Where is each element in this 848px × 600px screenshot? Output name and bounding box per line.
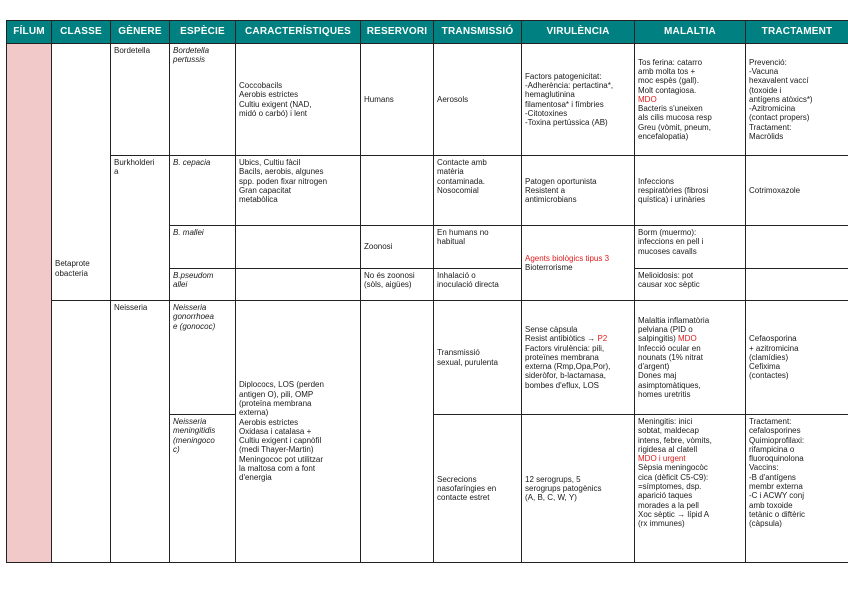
disease-b-mallei: Borm (muermo): infeccions en pell i mucoses cavalls [635,226,746,269]
virulence-burkholderia-group [522,226,635,301]
disease-n-gonorrhoeae [635,301,746,415]
species-b-pseudomallei: B.pseudom allei [170,269,236,301]
virulence-b-cepacia: Patogen oportunista Resistent a antimicrobians [522,156,635,226]
disease-bordetella [635,44,746,156]
disease-text: Sèpsia meningocòc cica (dèficit C5-C9): =símptomes, dsp. aparició taques morades a la pell Xoc sèptic → lípid A (rx immunes) [638,463,710,529]
characteristics-bordetella: Coccobacils Aerobis estrictes Cultiu exigent (NAD, midó o carbó) i lent [236,44,361,156]
transmission-bordetella: Aerosols [434,44,522,156]
species-bordetella-pertussis: Bordetella pertussis [170,44,236,156]
header-malaltia: MALALTIA [635,21,746,44]
header-transmissio: TRANSMISSIÓ [434,21,522,44]
characteristics-b-mallei [236,226,361,269]
disease-text: Tos ferina: catarro amb molta tos + moc espès (gall). Molt contagiosa. [638,57,703,95]
mdo-urgent-badge: MDO i urgent [638,454,686,464]
disease-b-pseudomallei: Melioidosis: pot causar xoc sèptic [635,269,746,301]
classe-cell: Betaprote obacteria [52,44,111,301]
transmission-n-meningitidis: Secrecions nasofaríngies en contacte estret [434,415,522,563]
header-reservori: RESERVORI [361,21,434,44]
header-especie: ESPÈCIE [170,21,236,44]
treatment-bordetella: Prevenció: -Vacuna hexavalent vaccí (toxoide i antígens atòxics*) -Azitromicina (contact propers) Tractament: Macròlids [746,44,848,156]
disease-text: Bacteris s'uneixen als cilis mucosa resp Greu (vòmit, pneum, encefalopatia) [638,104,712,142]
classe-neisseria-empty [52,301,111,563]
header-genere: GÈNERE [111,21,170,44]
mdo-badge: MDO [638,94,657,104]
species-n-meningitidis: Neisseria meningitidis (meningoco c) [170,415,236,563]
virulence-bordetella: Factors patogenicitat: -Adherència: pertactina*, hemaglutinina filamentosa* i fímbries -Citotoxines -Toxina pertússica (AB) [522,44,635,156]
mdo-badge: MDO [678,334,697,344]
phylum-cell [7,44,52,563]
genus-burkholderia: Burkholderi a [111,156,170,301]
table-row [7,301,848,415]
virulence-n-meningitidis: 12 serogrups, 5 serogrups patogènics (A, B, C, W, Y) [522,415,635,563]
biohazard-label: Agents biològics tipus 3 [525,253,610,263]
virulence-text: Sense càpsula Resist antibiòtics → [525,324,596,344]
header-classe: CLASSE [52,21,111,44]
treatment-n-meningitidis: Tractament: cefalosporines Quimioprofilaxi: rifampicina o fluoroquinolona Vaccins: -B d'antígens membr externa -C i ACWY conj amb toxoide tetànic o diftèric (càpsula) [746,415,848,563]
characteristics-text: Aerobis estrictes Oxidasa i catalasa + Cultiu exigent i capnòfil (medi Thayer-Martin) Meningococ pot utilitzar la maltosa com a font d'energia [239,417,324,483]
transmission-b-pseudomallei: Inhalació o inoculació directa [434,269,522,301]
genus-neisseria: Neisseria [111,301,170,563]
virulence-text: Factors virulència: pili, proteïnes membrana externa (Rmp,Opa,Por), sideròfor, b-lactamasa, bombes d'eflux, LOS [525,343,611,390]
transmission-b-cepacia: Contacte amb matèria contaminada. Nosocomial [434,156,522,226]
disease-b-cepacia: Infeccions respiratòries (fibrosi quística) i urinàries [635,156,746,226]
header-tractament: TRACTAMENT [746,21,848,44]
table-row [7,44,848,156]
bacteria-table [6,20,848,563]
virulence-n-gonorrhoeae [522,301,635,415]
transmission-n-gonorrhoeae: Transmissió sexual, purulenta [434,301,522,415]
treatment-n-gonorrhoeae: Cefaosporina + azitromicina (clamídies) Cefixima (contactes) [746,301,848,415]
bioterrorism-label: Bioterrorisme [525,263,573,272]
treatment-b-mallei [746,226,848,269]
reservoir-b-cepacia [361,156,434,226]
species-n-gonorrhoeae: Neisseria gonorrhoea e (gonococ) [170,301,236,415]
disease-text: Infecció ocular en nounats (1% nitrat d'argent) Dones maj asimptomàtiques, homes uretritis [638,343,703,400]
characteristics-b-pseudomallei [236,269,361,301]
reservoir-neisseria [361,301,434,563]
header-filum: FÍLUM [7,21,52,44]
characteristics-burkholderia: Ubics, Cultiu fàcil Bacils, aerobis, algunes spp. poden fixar nitrogen Gran capacitat metabòlica [236,156,361,226]
disease-text: Meningitis: inici sobtat, maldecap intens, febre, vòmits, rigidesa al clatell [638,417,712,454]
species-b-mallei: B. mallei [170,226,236,269]
treatment-b-pseudomallei [746,269,848,301]
species-b-cepacia: B. cepacia [170,156,236,226]
treatment-b-cepacia: Cotrimoxazole [746,156,848,226]
table-row [7,156,848,226]
disease-text: Malaltia inflamatòria pelviana (PID o salpingitis) [638,315,710,344]
header-row [7,21,848,44]
p2-badge: P2 [597,334,608,344]
disease-n-meningitidis [635,415,746,563]
characteristics-text: Diplococs, LOS (perden antigen O), pili, OMP (proteïna membrana externa) [239,380,324,418]
reservoir-bordetella: Humans [361,44,434,156]
header-caracteristiques: CARACTERÍSTIQUES [236,21,361,44]
header-virulencia: VIRULÈNCIA [522,21,635,44]
reservoir-b-pseudomallei: No és zoonosi (sòls, aigües) [361,269,434,301]
genus-bordetella: Bordetella [111,44,170,156]
transmission-b-mallei: En humans no habitual [434,226,522,269]
reservoir-b-mallei: Zoonosi [361,226,434,269]
characteristics-neisseria [236,301,361,563]
